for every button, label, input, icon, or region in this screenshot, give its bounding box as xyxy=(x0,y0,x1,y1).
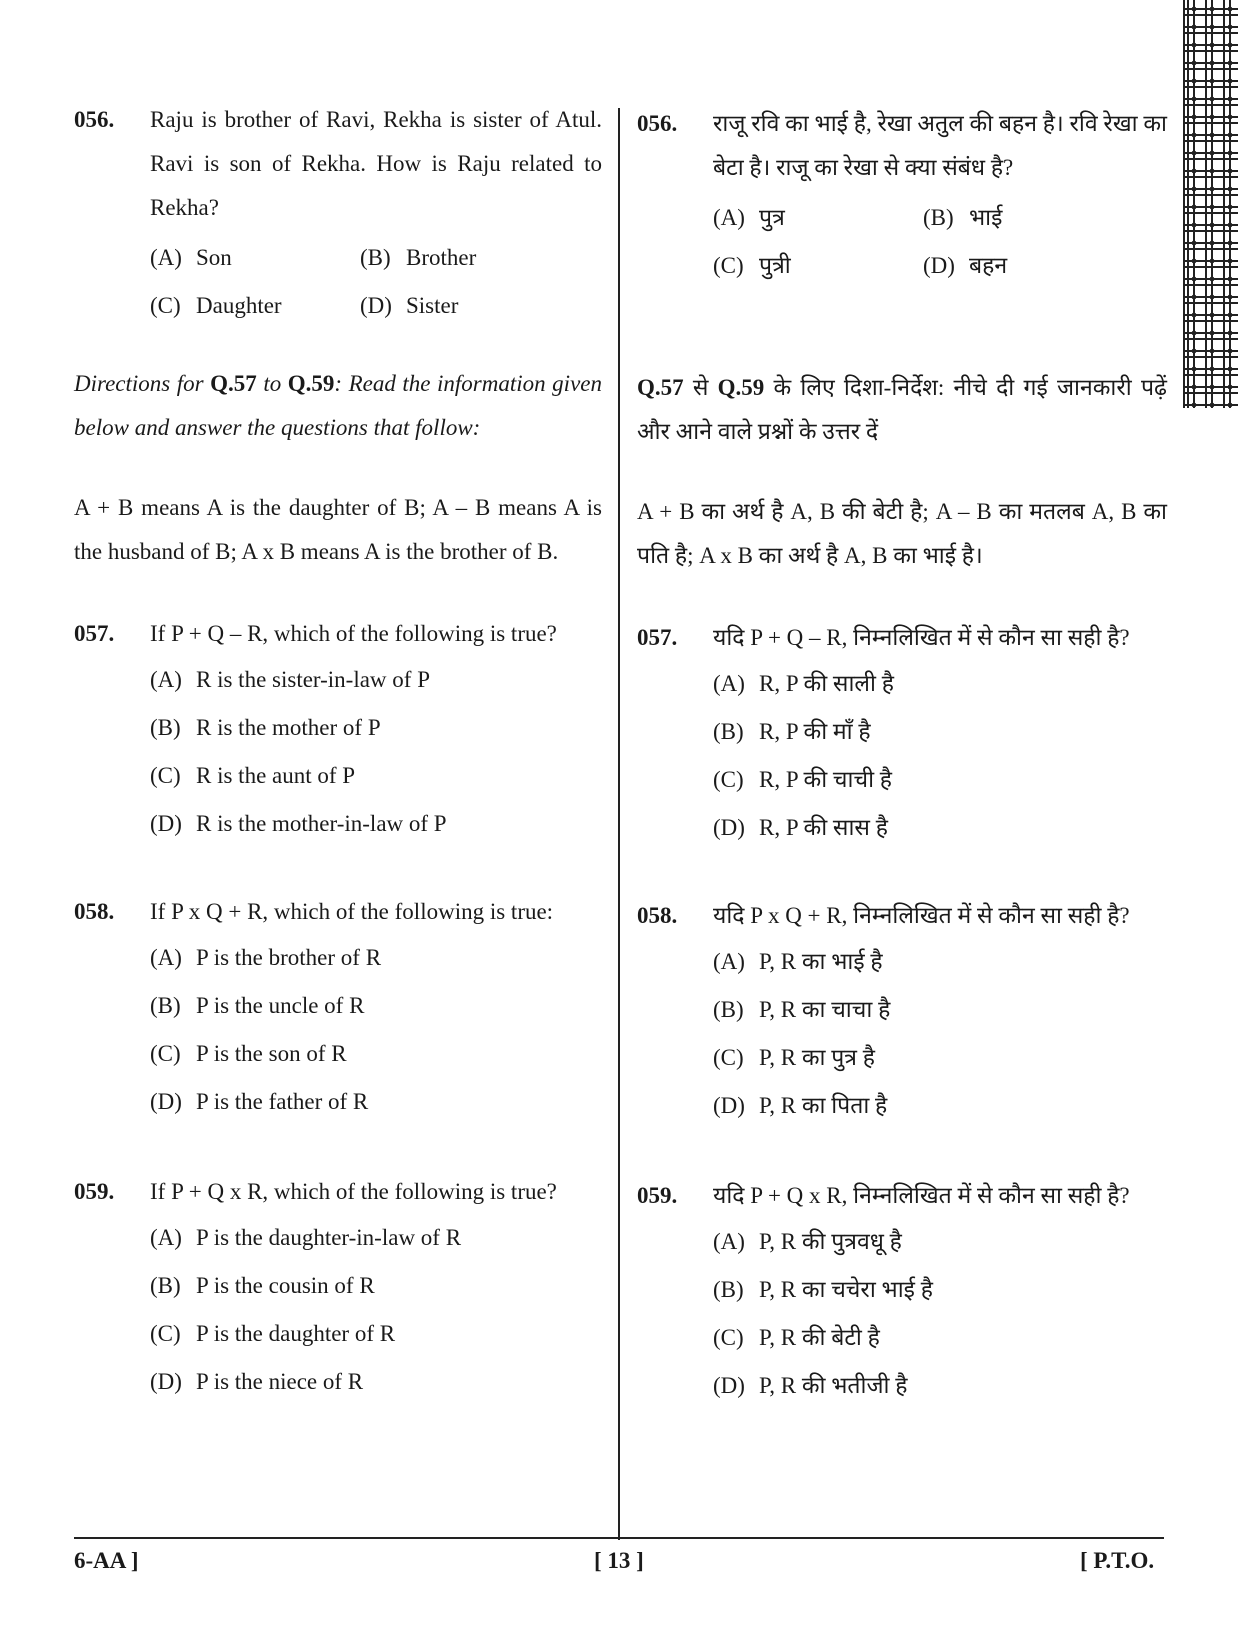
options xyxy=(150,934,602,1126)
option-c: (C) Daughter xyxy=(150,293,282,318)
question-text: राजू रवि का भाई है, रेखा अतुल की बहन है। रवि रेखा का बेटा है। राजू का रेखा से क्या संबंध है? xyxy=(713,111,1167,180)
option-a: (A) P is the brother of R xyxy=(150,945,382,970)
option-b: (B) R is the mother of P xyxy=(150,715,381,740)
option-b: (B) P, R का चाचा है xyxy=(713,997,891,1022)
booklet-code: 6-AA ] xyxy=(74,1548,139,1573)
options-row xyxy=(713,242,1167,290)
question-number: 056. xyxy=(637,111,678,136)
option-a: (A) R is the sister-in-law of P xyxy=(150,667,430,692)
option-c: (C) R, P की चाची है xyxy=(713,767,892,792)
column-divider xyxy=(618,108,620,1540)
directions-hi: Q.57 से Q.59 के लिए दिशा-निर्देश: नीचे दी गई जानकारी पढ़ें और आने वाले प्रश्नों के उत्तर दें xyxy=(637,375,1167,444)
option-a: (A) P, R की पुत्रवधू है xyxy=(713,1229,902,1254)
info-en: A + B means A is the daughter of B; A – B means A is the husband of B; A x B means A is the brother of B. xyxy=(74,495,602,564)
question-056-hi xyxy=(637,102,1167,290)
option-c: (C) P is the daughter of R xyxy=(150,1321,396,1346)
page-number: [ 13 ] xyxy=(594,1548,644,1573)
question-number: 059. xyxy=(74,1179,115,1204)
option-a: (A) R, P की साली है xyxy=(713,671,894,696)
question-text: Raju is brother of Ravi, Rekha is sister of Atul. Ravi is son of Rekha. How is Raju related to Rekha? xyxy=(150,107,602,220)
option-c: (C) पुत्री xyxy=(713,253,791,278)
question-059-hi xyxy=(637,1174,1167,1410)
option-b: (B) Brother xyxy=(360,245,477,270)
question-056-en xyxy=(74,98,602,330)
option-b: (B) भाई xyxy=(923,205,1003,230)
question-057-hi xyxy=(637,616,1167,852)
option-d: (D) R, P की सास है xyxy=(713,815,888,840)
question-text: यदि P + Q x R, निम्नलिखित में से कौन सा सही है? xyxy=(713,1183,1130,1208)
question-text: If P + Q – R, which of the following is true? xyxy=(150,621,557,646)
directions-en: Directions for Q.57 to Q.59: Read the information given below and answer the questions that follow: xyxy=(74,371,602,440)
footer-rule xyxy=(74,1537,1164,1539)
question-text: If P x Q + R, which of the following is true: xyxy=(150,899,554,924)
question-number: 056. xyxy=(74,107,115,132)
option-b: (B) R, P की माँ है xyxy=(713,719,871,744)
option-d: (D) P is the father of R xyxy=(150,1089,369,1114)
options xyxy=(150,234,602,330)
question-057-en xyxy=(74,612,602,848)
decorative-pattern-strip xyxy=(1183,0,1238,408)
question-text: यदि P + Q – R, निम्नलिखित में से कौन सा सही है? xyxy=(713,625,1130,650)
options xyxy=(713,194,1167,290)
option-c: (C) P, R का पुत्र है xyxy=(713,1045,875,1070)
option-d: (D) R is the mother-in-law of P xyxy=(150,811,447,836)
options-row xyxy=(150,234,602,282)
option-d: (D) बहन xyxy=(923,253,1008,278)
options xyxy=(713,938,1167,1130)
question-number: 057. xyxy=(637,625,678,650)
option-c: (C) P, R की बेटी है xyxy=(713,1325,880,1350)
options-row xyxy=(150,282,602,330)
option-b: (B) P is the uncle of R xyxy=(150,993,365,1018)
question-text: If P + Q x R, which of the following is true? xyxy=(150,1179,557,1204)
option-a: (A) Son xyxy=(150,245,232,270)
option-a: (A) पुत्र xyxy=(713,205,785,230)
options xyxy=(713,1218,1167,1410)
option-a: (A) P is the daughter-in-law of R xyxy=(150,1225,462,1250)
option-c: (C) R is the aunt of P xyxy=(150,763,356,788)
option-d: (D) P, R का पिता है xyxy=(713,1093,888,1118)
question-058-hi xyxy=(637,894,1167,1130)
option-c: (C) P is the son of R xyxy=(150,1041,347,1066)
option-d: (D) P is the niece of R xyxy=(150,1369,364,1394)
options xyxy=(713,660,1167,852)
options-row xyxy=(713,194,1167,242)
question-058-en xyxy=(74,890,602,1126)
question-number: 058. xyxy=(74,899,115,924)
options xyxy=(150,656,602,848)
question-number: 059. xyxy=(637,1183,678,1208)
option-d: (D) Sister xyxy=(360,293,459,318)
options xyxy=(150,1214,602,1406)
question-number: 057. xyxy=(74,621,115,646)
info-hi: A + B का अर्थ है A, B की बेटी है; A – B का मतलब A, B का पति है; A x B का अर्थ है A, B का भाई है। xyxy=(637,499,1167,568)
question-text: यदि P x Q + R, निम्नलिखित में से कौन सा सही है? xyxy=(713,903,1130,928)
pto-label: [ P.T.O. xyxy=(1080,1548,1155,1573)
question-059-en xyxy=(74,1170,602,1406)
option-d: (D) P, R की भतीजी है xyxy=(713,1373,908,1398)
option-b: (B) P, R का चचेरा भाई है xyxy=(713,1277,933,1302)
option-a: (A) P, R का भाई है xyxy=(713,949,883,974)
option-b: (B) P is the cousin of R xyxy=(150,1273,375,1298)
question-number: 058. xyxy=(637,903,678,928)
